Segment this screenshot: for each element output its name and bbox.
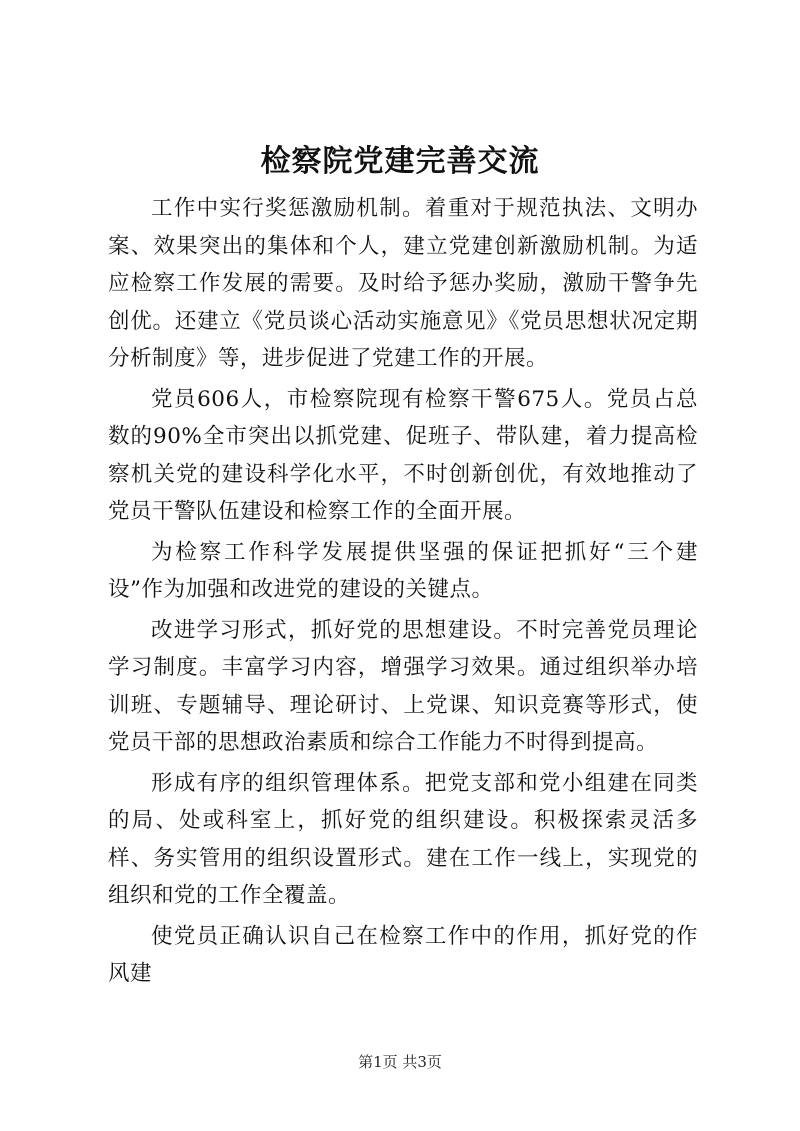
paragraph-2: 党员606人，市检察院现有检察干警675人。党员占总数的90%全市突出以抓党建、促班子、带队建，着力提高检察机关党的建设科学化水平，不时创新创优，有效地推动了党员干警队伍建设和检察工作的全面开展。	[108, 386, 698, 524]
paragraph-3: 为检察工作科学发展提供坚强的保证把抓好“三个建设”作为加强和改进党的建设的关键点。	[108, 539, 698, 602]
paragraph-6: 使党员正确认识自己在检察工作中的作用，抓好党的作风建	[108, 923, 698, 986]
paragraph-4: 改进学习形式，抓好党的思想建设。不时完善党员理论学习制度。丰富学习内容，增强学习效果。通过组织举办培训班、专题辅导、理论研讨、上党课、知识竞赛等形式，使党员干部的思想政治素质和综合工作能力不时得到提高。	[108, 617, 698, 755]
page-title: 检察院党建完善交流	[260, 144, 540, 179]
paragraph-1: 工作中实行奖惩激励机制。着重对于规范执法、文明办案、效果突出的集体和个人，建立党建创新激励机制。为适应检察工作发展的需要。及时给予惩办奖励，激励干警争先创优。还建立《党员谈心活动实施意见》《党员思想状况定期分析制度》等，进步促进了党建工作的开展。	[108, 196, 698, 371]
paragraph-5: 形成有序的组织管理体系。把党支部和党小组建在同类的局、处或科室上，抓好党的组织建设。积极探索灵活多样、务实管用的组织设置形式。建在工作一线上，实现党的组织和党的工作全覆盖。	[108, 770, 698, 908]
page-footer: 第1页 共3页	[358, 1053, 442, 1071]
document-body	[108, 190, 698, 993]
